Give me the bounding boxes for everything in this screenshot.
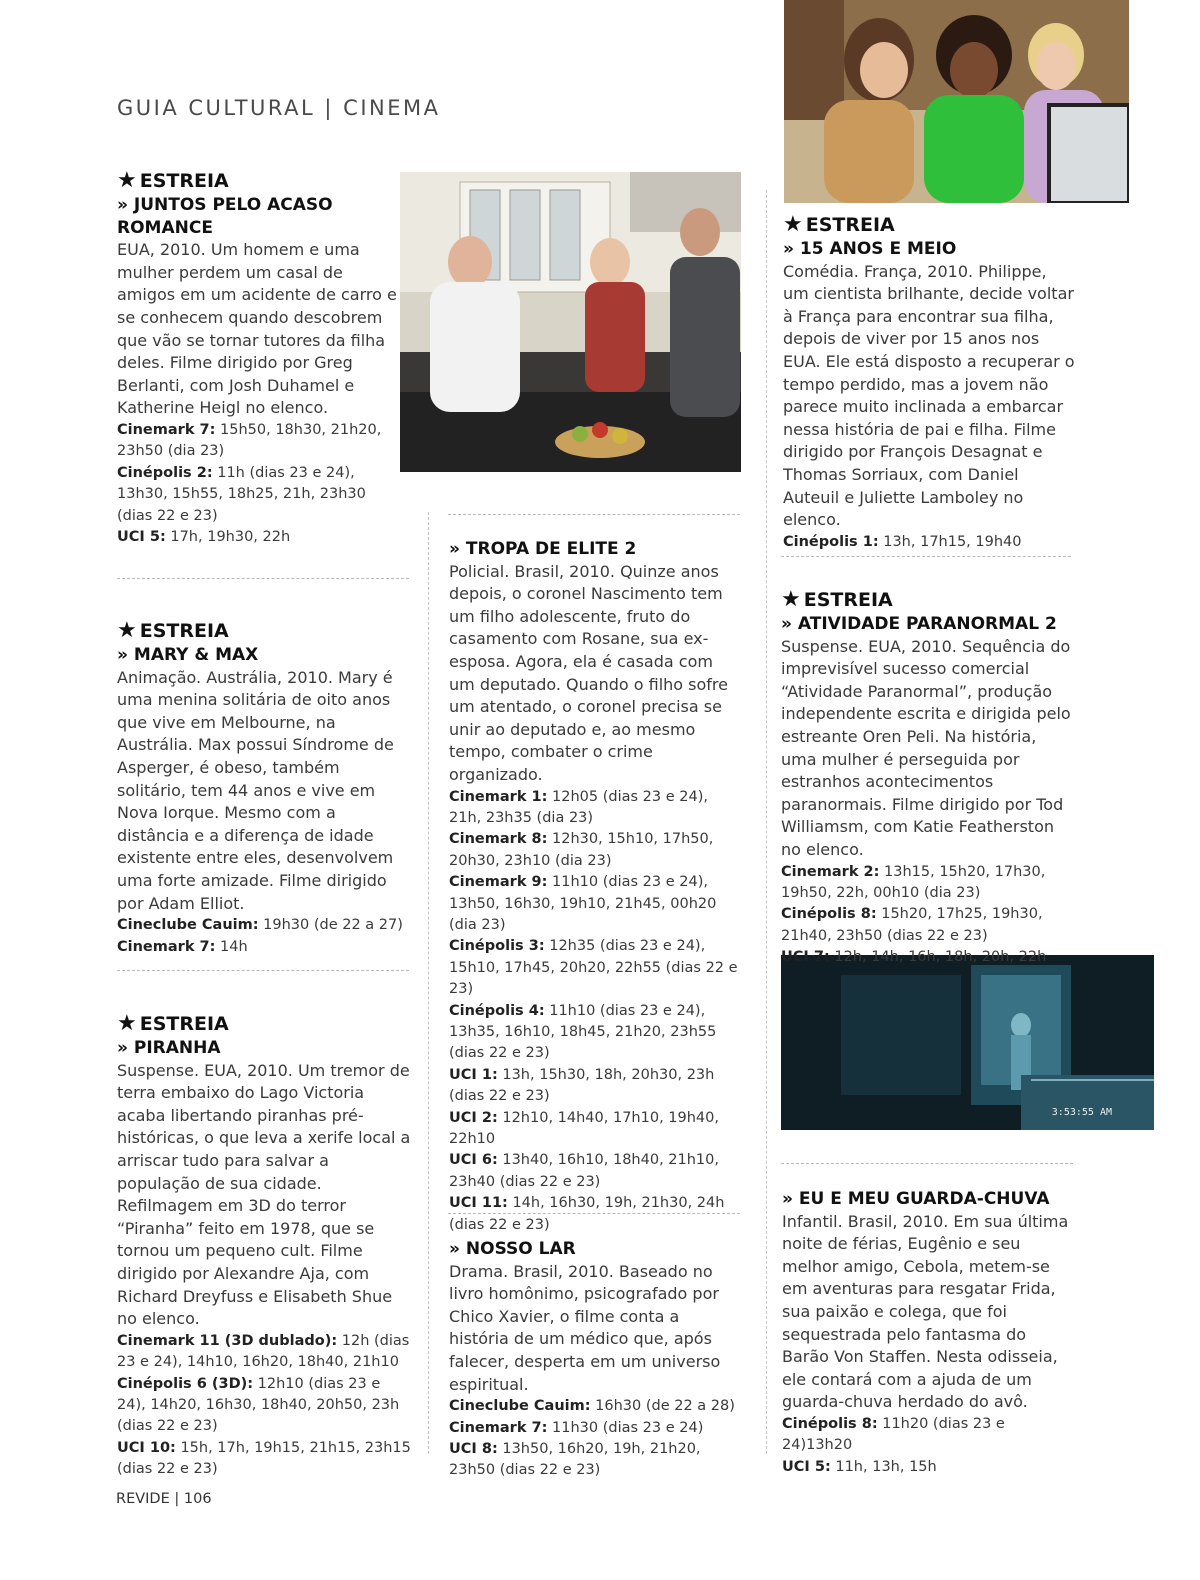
divider-right-1 [781,556,1071,557]
kitchen-image [400,172,741,472]
entry-piranha [117,1011,411,1481]
showtime-line: Cinemark 8: 12h30, 15h10, 17h50, 20h30, 23h10 (dia 23) [449,831,714,869]
entry-atividade-paranormal-2 [781,587,1075,969]
showtime-line: Cinemark 7: 14h [117,938,248,955]
movie-title: » NOSSO LAR [449,1239,576,1259]
showtime-line: Cineclube Cauim: 16h30 (de 22 a 28) [449,1398,735,1415]
entry-15-anos-e-meio [783,212,1077,553]
timestamp-overlay: 3:53:55 AM [1051,1107,1112,1118]
divider-right-2 [781,1163,1073,1164]
showtime-line: Cinépolis 2: 11h (dias 23 e 24), 13h30, 15h55, 18h25, 21h, 23h30 (dias 22 e 23) [117,464,366,524]
entry-nosso-lar [449,1238,743,1482]
movie-title: » ATIVIDADE PARANORMAL 2 [781,614,1057,634]
movie-description: Drama. Brasil, 2010. Baseado no livro homônimo, psicografado por Chico Xavier, o filme conta a história de um médico que, após falecer, desperta em um universo espiritual. [449,1261,721,1394]
showtime-line: UCI 5: 11h, 13h, 15h [782,1458,937,1475]
page-footer: REVIDE | 106 [116,1491,212,1507]
girls-image [784,0,1129,203]
page-header: GUIA CULTURAL | CINEMA [117,96,441,120]
estreia-badge: ★ ESTREIA [781,587,893,612]
showtime-line: Cinemark 11 (3D dublado): 12h (dias 23 e 24), 14h10, 16h20, 18h40, 21h10 [117,1332,410,1371]
estreia-badge: ★ ESTREIA [117,1011,229,1036]
movie-description: Suspense. EUA, 2010. Um tremor de terra embaixo do Lago Victoria acaba libertando piranhas pré-históricas, o que leva a xerife local a arriscar tudo para salvar a população de sua cidade. Refilmagem em 3D do terror “Piranha” feito em 1978, que se tornou um pequeno cult. Filme dirigido por Alexandre Aja, com Richard Dreyfuss e Elisabeth Shue no elenco. [117,1060,411,1329]
column-divider-left [428,512,429,1454]
movie-title: » TROPA DE ELITE 2 [449,539,637,559]
movie-description: Animação. Austrália, 2010. Mary é uma menina solitária de oito anos que vive em Melbourne, na Austrália. Max possui Síndrome de Asperger, é obeso, também solitário, tem 44 anos e vive em Nova Iorque. Mesmo com a distância e a diferença de idade existente entre eles, desenvolvem uma forte amizade. Filme dirigido por Adam Elliot. [117,667,394,913]
showtime-line: Cinemark 2: 13h15, 15h20, 17h30, 19h50, 22h, 00h10 (dia 23) [781,863,1046,901]
movie-title: » MARY & MAX [117,645,259,665]
showtime-line: Cinemark 7: 15h50, 18h30, 21h20, 23h50 (dia 23) [117,421,382,460]
entry-tropa-de-elite-2 [449,538,743,1236]
showtime-line: Cinépolis 3: 12h35 (dias 23 e 24), 15h10, 17h45, 20h20, 22h55 (dias 22 e 23) [449,938,738,998]
movie-title: » EU E MEU GUARDA-CHUVA [782,1189,1050,1209]
showtime-line: UCI 7: 12h, 14h, 16h, 18h, 20h, 22h [781,949,1047,966]
star-icon: ★ [783,212,803,237]
showtime-line: Cinépolis 8: 15h20, 17h25, 19h30, 21h40, 23h50 (dias 22 e 23) [781,906,1043,944]
movie-description: Infantil. Brasil, 2010. Em sua última noite de férias, Eugênio e seu melhor amigo, Cebola, metem-se em aventuras para resgatar Frida, sua paixão e colega, que foi sequestrada pelo fantasma do Barão Von Staffen. Nesta odisseia, ele contará com a ajuda de um guarda-chuva herdado do avô. [782,1211,1069,1412]
photo-kitchen-scene [400,172,741,472]
showtime-line: Cinemark 1: 12h05 (dias 23 e 24), 21h, 23h35 (dia 23) [449,788,708,826]
estreia-badge: ★ ESTREIA [117,168,229,193]
showtime-line: UCI 6: 13h40, 16h10, 18h40, 21h10, 23h40 (dias 22 e 23) [449,1152,719,1190]
photo-paranormal-night [781,955,1154,1130]
movie-title: » 15 ANOS E MEIO [783,239,957,259]
star-icon: ★ [117,618,137,643]
showtime-line: Cinemark 9: 11h10 (dias 23 e 24), 13h50, 16h30, 19h10, 21h45, 00h20 (dia 23) [449,874,717,933]
showtime-line: UCI 8: 13h50, 16h20, 19h, 21h20, 23h50 (dias 22 e 23) [449,1440,701,1479]
divider-mid-1 [448,514,740,515]
movie-title: » JUNTOS PELO ACASO ROMANCE [117,195,333,238]
star-icon: ★ [781,587,801,612]
night-vision-image [781,955,1154,1130]
movie-description: Policial. Brasil, 2010. Quinze anos depois, o coronel Nascimento tem um filho adolescente, fruto do casamento com Rosane, sua ex-esposa. Agora, ela é casada com um deputado. Quando o filho sofre um atentado, o coronel precisa se unir ao deputado e, ao mesmo tempo, combater o crime organizado. [449,561,728,784]
entry-mary-and-max [117,618,411,958]
showtime-line: UCI 2: 12h10, 14h40, 17h10, 19h40, 22h10 [449,1109,719,1148]
movie-title: » PIRANHA [117,1038,221,1058]
entry-eu-e-meu-guarda-chuva [782,1188,1076,1478]
showtime-line: Cinépolis 1: 13h, 17h15, 19h40 [783,533,1022,550]
showtime-line: UCI 1: 13h, 15h30, 18h, 20h30, 23h (dias 22 e 23) [449,1066,715,1105]
showtime-line: Cinépolis 8: 11h20 (dias 23 e 24)13h20 [782,1415,1005,1454]
movie-description: EUA, 2010. Um homem e uma mulher perdem um casal de amigos em um acidente de carro e se conhecem quando descobrem que vão se tornar tutores da filha deles. Filme dirigido por Greg Berlanti, com Josh Duhamel e Katherine Heigl no elenco. [117,240,397,418]
estreia-badge: ★ ESTREIA [783,212,895,237]
showtime-line: Cinépolis 6 (3D): 12h10 (dias 23 e 24), 14h20, 16h30, 18h40, 20h50, 23h (dias 22 e 23) [117,1375,400,1435]
showtime-line: Cineclube Cauim: 19h30 (de 22 a 27) [117,917,403,934]
divider-left-1 [117,578,409,579]
photo-three-girls [784,0,1129,203]
divider-left-2 [117,970,409,971]
showtime-line: UCI 10: 15h, 17h, 19h15, 21h15, 23h15 (dias 22 e 23) [117,1439,411,1478]
showtime-line: Cinemark 7: 11h30 (dias 23 e 24) [449,1419,704,1436]
movie-description: Suspense. EUA, 2010. Sequência do imprevisível sucesso comercial “Atividade Paranormal”, produção independente escrita e dirigida pelo estreante Oren Peli. Na história, uma mulher é perseguida por estranhos acontecimentos paranormais. Filme dirigido por Tod Williamsm, com Katie Featherston no elenco. [781,636,1071,859]
showtime-line: Cinépolis 4: 11h10 (dias 23 e 24), 13h35, 16h10, 18h45, 21h20, 23h55 (dias 22 e 23) [449,1002,717,1062]
estreia-badge: ★ ESTREIA [117,618,229,643]
column-divider-right [766,190,767,1454]
showtime-line: UCI 11: 14h, 16h30, 19h, 21h30, 24h (dias 22 e 23) [449,1195,725,1233]
star-icon: ★ [117,1011,137,1036]
movie-description: Comédia. França, 2010. Philippe, um cientista brilhante, decide voltar à França para encontrar sua filha, depois de viver por 15 anos nos EUA. Ele está disposto a recuperar o tempo perdido, mas a jovem não parece muito inclinada a embarcar nessa história de pai e filha. Filme dirigido por François Desagnat e Thomas Sorriaux, com Daniel Auteuil e Juliette Lamboley no elenco. [783,261,1075,530]
entry-juntos-pelo-acaso [117,168,397,548]
showtime-line: UCI 5: 17h, 19h30, 22h [117,528,291,545]
star-icon: ★ [117,168,137,193]
